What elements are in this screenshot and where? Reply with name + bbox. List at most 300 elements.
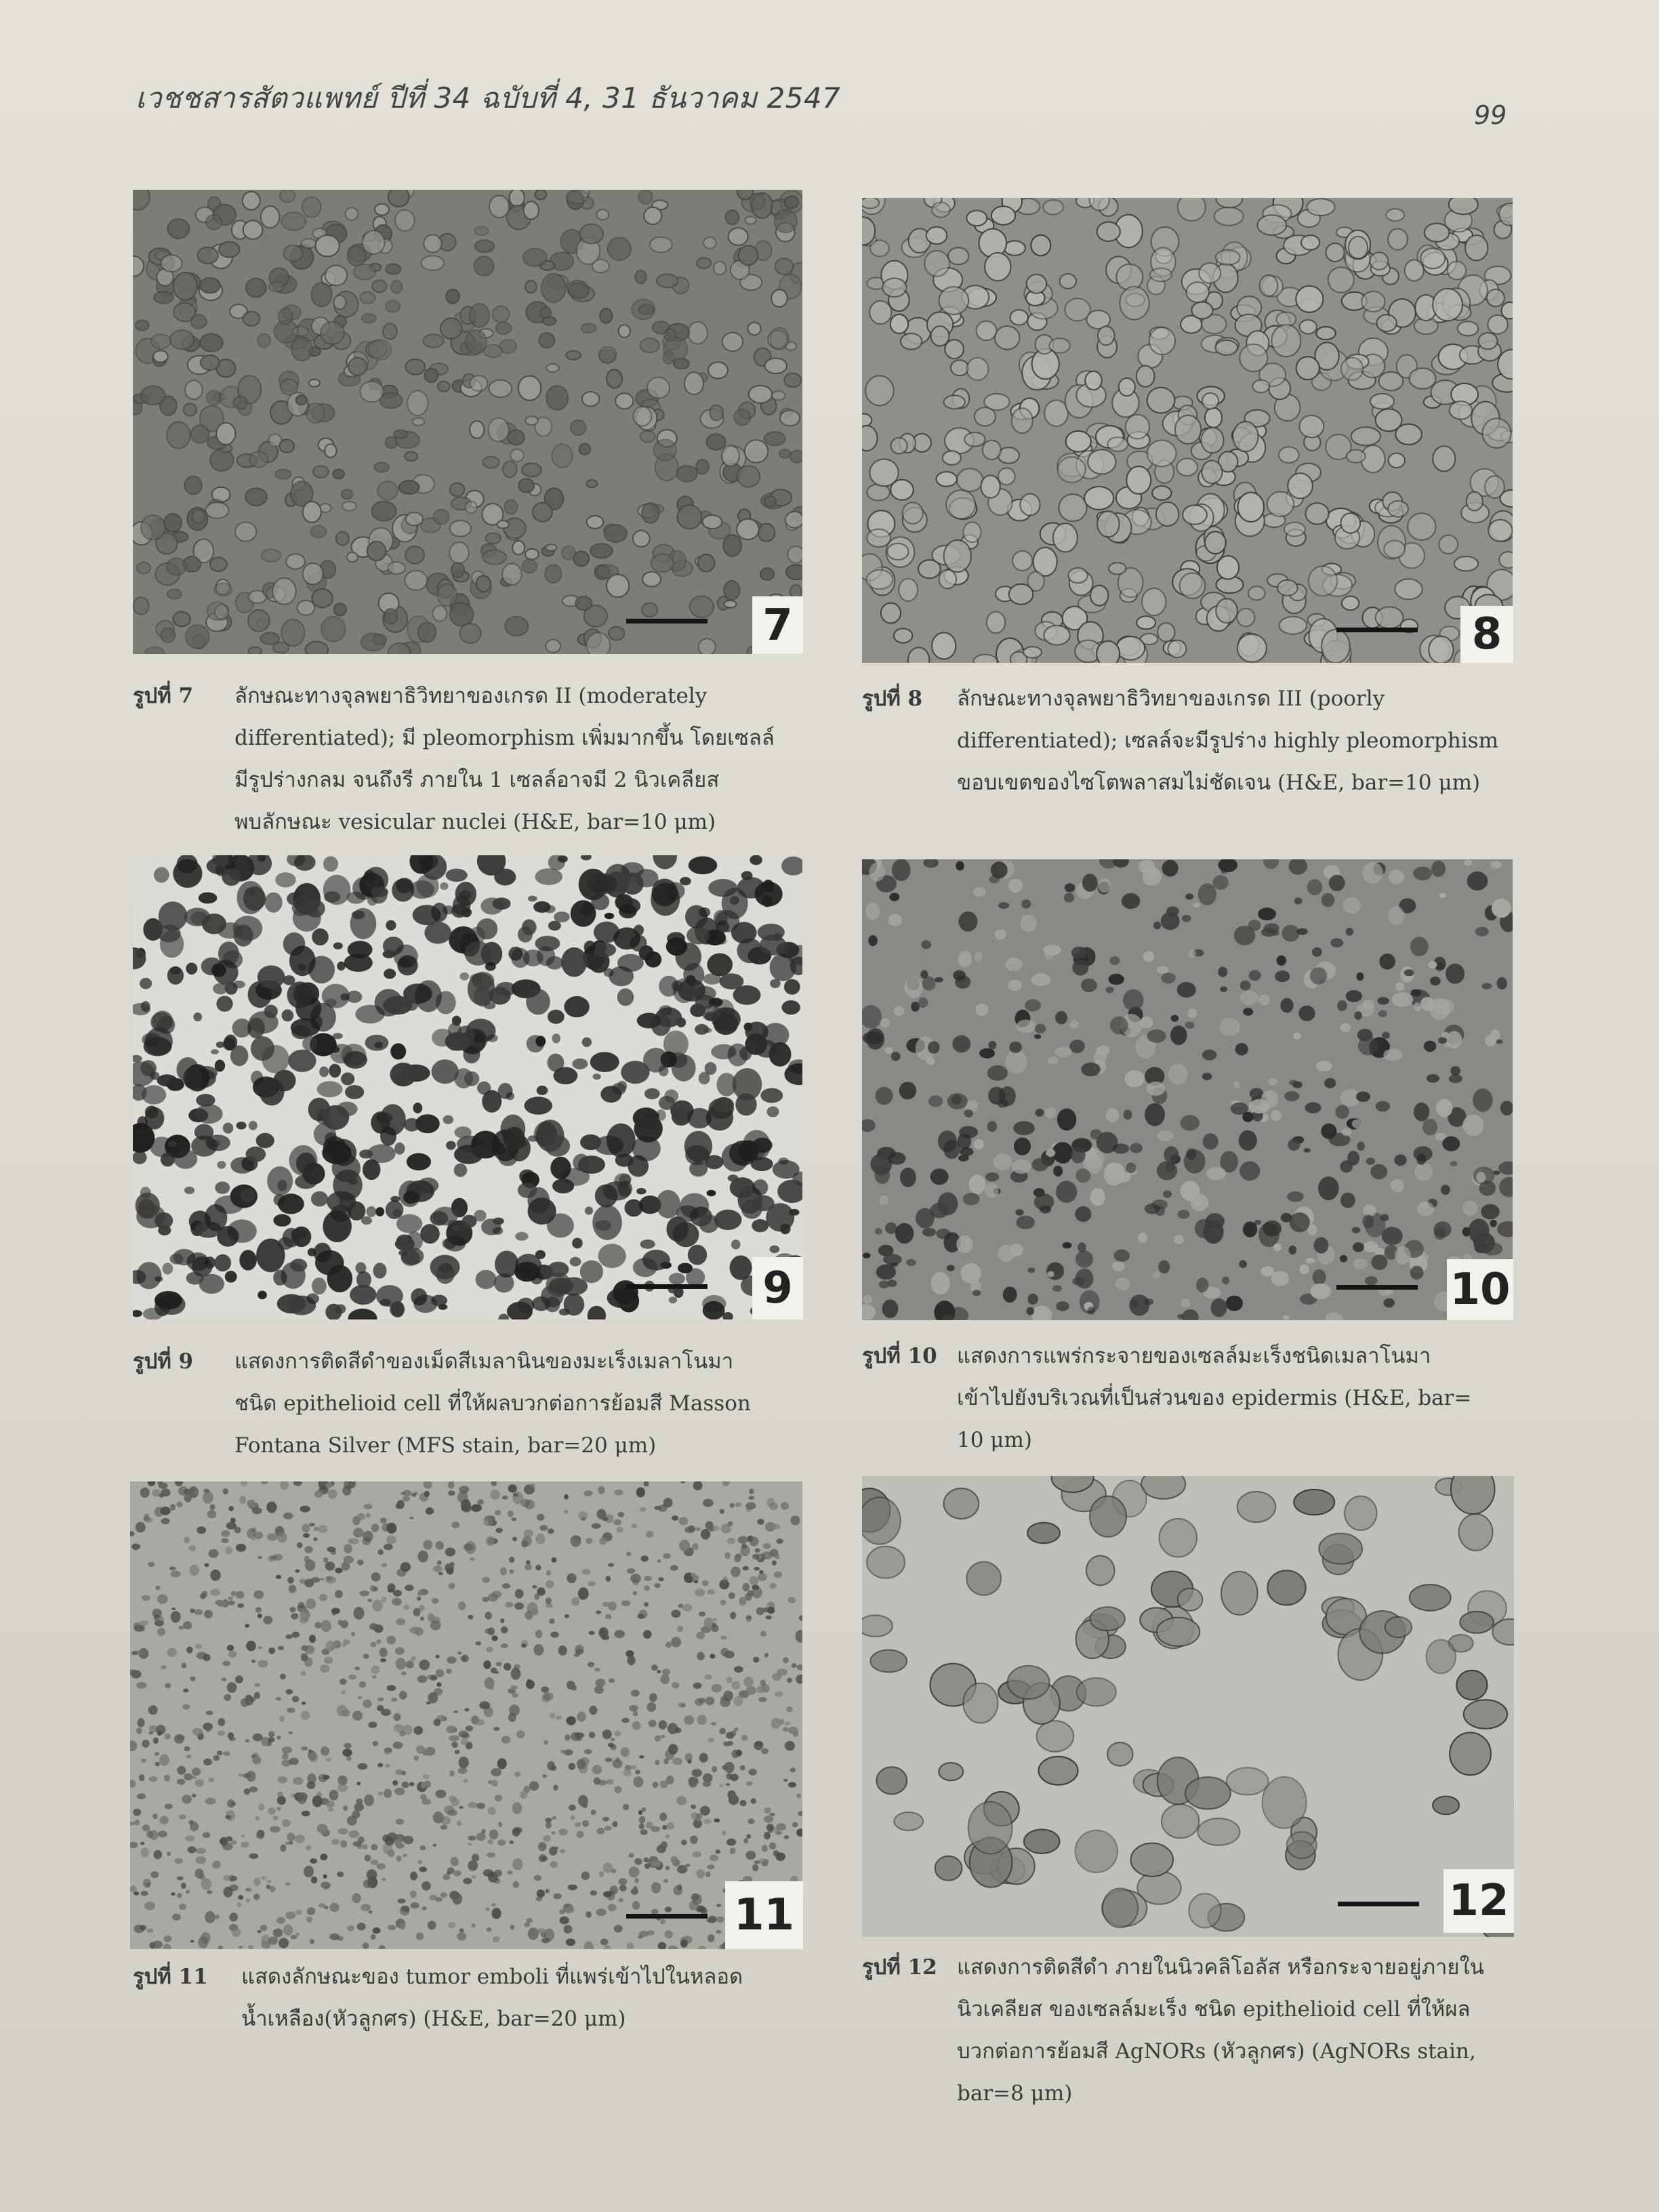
cell-blob (890, 314, 908, 333)
cell-blob (892, 859, 911, 881)
cell-blob (783, 1779, 788, 1782)
cell-blob (672, 1758, 682, 1765)
cell-blob (248, 610, 270, 632)
cell-blob (133, 1151, 147, 1164)
cell-blob (862, 414, 872, 427)
cell-blob (545, 565, 561, 583)
cell-blob (243, 312, 260, 326)
cell-blob (357, 1513, 365, 1520)
cell-blob (1027, 1294, 1038, 1305)
cell-blob (462, 1215, 476, 1228)
cell-blob (229, 1737, 236, 1741)
cell-blob (167, 422, 190, 448)
cell-blob (1109, 974, 1124, 985)
cell-blob (729, 1795, 739, 1805)
cell-blob (1242, 1112, 1253, 1122)
cell-blob (1305, 1258, 1315, 1264)
cell-blob (586, 633, 610, 655)
cell-blob (1220, 1018, 1241, 1036)
cell-blob (458, 1601, 466, 1610)
caption-line: แสดงการติดสีดำ ภายในนิวคลิโอลัส หรือกระจายอยู่ภายใน (957, 1955, 1484, 1980)
cell-blob (1448, 262, 1466, 280)
cell-blob (548, 921, 561, 931)
cell-blob (609, 966, 634, 987)
cell-blob (647, 1930, 655, 1935)
cell-blob (579, 224, 603, 244)
cell-blob (770, 328, 789, 350)
cell-blob (1071, 1147, 1086, 1164)
cell-blob (537, 1929, 546, 1934)
cell-blob (1481, 1204, 1499, 1220)
cell-blob (326, 1801, 335, 1807)
cell-blob (245, 1887, 251, 1891)
cell-blob (1410, 1266, 1424, 1280)
cell-blob (185, 1835, 194, 1841)
cell-blob (340, 1840, 347, 1847)
cell-blob (344, 1556, 354, 1564)
cell-blob (393, 1742, 403, 1749)
cell-blob (303, 563, 323, 585)
cell-blob (239, 1946, 243, 1948)
cell-blob (1097, 222, 1120, 241)
cell-blob (680, 1193, 709, 1219)
cell-blob (1056, 1181, 1077, 1203)
cell-blob (258, 1646, 262, 1649)
cell-blob (639, 1824, 644, 1830)
cell-blob (396, 878, 413, 893)
cell-blob (1395, 579, 1422, 599)
cell-blob (393, 1590, 402, 1597)
cell-blob (719, 1784, 724, 1787)
cell-blob (1271, 325, 1300, 356)
cell-blob (1217, 556, 1239, 579)
cell-blob (287, 1832, 295, 1841)
cell-blob (569, 1805, 576, 1811)
cell-blob (863, 1252, 870, 1258)
cell-blob (716, 1930, 721, 1933)
cell-blob (716, 1917, 724, 1923)
cell-blob (185, 380, 203, 399)
cell-blob (1055, 1046, 1072, 1057)
figure-11-micrograph (130, 1481, 802, 1949)
cell-blob (1157, 966, 1169, 974)
cell-blob (441, 1825, 448, 1830)
cell-blob (1016, 1216, 1035, 1229)
cell-blob (207, 1890, 213, 1894)
cell-blob (1202, 1050, 1217, 1061)
cell-blob (285, 1882, 291, 1886)
cell-blob (1436, 1099, 1453, 1117)
cell-blob (985, 253, 1010, 281)
cell-blob (204, 1563, 209, 1568)
cell-blob (594, 1668, 600, 1672)
cell-blob (703, 1301, 725, 1319)
cell-blob (411, 1493, 416, 1497)
cell-blob (388, 190, 409, 207)
cell-blob (1009, 1042, 1021, 1053)
cell-blob (320, 1578, 324, 1580)
cell-blob (160, 1507, 171, 1515)
cell-blob (171, 1611, 181, 1622)
cell-blob (159, 1482, 168, 1489)
cell-blob (1115, 1277, 1130, 1290)
cell-blob (1380, 1214, 1389, 1222)
cell-blob (364, 1795, 374, 1806)
cell-blob (785, 1721, 791, 1725)
cell-blob (671, 1856, 678, 1864)
cell-blob (393, 1209, 402, 1217)
cell-blob (493, 1727, 499, 1731)
cell-blob (1183, 505, 1207, 524)
cell-blob (575, 1645, 583, 1655)
cell-blob (1357, 1141, 1365, 1151)
cell-blob (689, 857, 718, 875)
cell-blob (183, 1621, 192, 1629)
cell-blob (443, 1115, 454, 1124)
cell-blob (663, 1758, 668, 1764)
cell-blob (707, 1190, 716, 1196)
cell-blob (689, 1777, 698, 1788)
cell-blob (1240, 981, 1251, 991)
cell-blob (344, 1051, 367, 1069)
cell-blob (1385, 1617, 1412, 1637)
cell-blob (493, 1218, 504, 1225)
cell-blob (550, 1631, 558, 1637)
cell-blob (687, 926, 710, 945)
cell-blob (668, 1723, 678, 1734)
cell-blob (755, 1549, 760, 1553)
cell-blob (186, 962, 197, 975)
cell-blob (161, 628, 175, 643)
cell-blob (367, 1206, 377, 1217)
cell-blob (968, 1802, 1012, 1854)
cell-blob (283, 1925, 293, 1936)
cell-blob (325, 1758, 332, 1762)
cell-blob (582, 392, 600, 406)
cell-blob (726, 1773, 733, 1780)
cell-blob (1279, 617, 1307, 634)
cell-blob (270, 1826, 281, 1833)
cell-blob (1404, 969, 1414, 976)
cell-blob (402, 1782, 409, 1788)
cell-blob (396, 1618, 405, 1625)
cell-blob (514, 1262, 539, 1282)
cell-blob (200, 334, 223, 352)
cell-blob (525, 416, 538, 425)
cell-blob (382, 1597, 387, 1603)
cell-blob (1294, 1490, 1334, 1515)
cell-blob (462, 1655, 469, 1662)
cell-blob (386, 1523, 396, 1534)
cell-blob (137, 1718, 144, 1727)
cell-blob (1063, 1242, 1072, 1248)
cell-blob (750, 1576, 759, 1585)
cell-blob (728, 1741, 733, 1746)
cell-blob (310, 1939, 314, 1944)
cell-blob (184, 1536, 190, 1543)
cell-blob (1329, 875, 1345, 891)
cell-blob (975, 407, 996, 426)
cell-blob (167, 1851, 171, 1856)
cell-blob (1309, 566, 1337, 596)
cell-blob (314, 1243, 331, 1263)
cell-blob (323, 1775, 330, 1780)
cell-blob (1434, 1227, 1446, 1240)
cell-blob (884, 1047, 893, 1054)
cell-blob (319, 1594, 327, 1601)
cell-blob (363, 1879, 373, 1888)
cell-blob (409, 1626, 420, 1634)
cell-blob (352, 1711, 363, 1721)
cell-blob (344, 954, 373, 972)
cell-blob (1389, 869, 1405, 884)
cell-blob (403, 1836, 414, 1845)
cell-blob (1175, 415, 1201, 444)
cell-blob (511, 1668, 521, 1680)
cell-blob (1342, 596, 1359, 610)
cell-blob (1180, 573, 1206, 599)
cell-blob (649, 1720, 657, 1727)
cell-blob (775, 209, 797, 232)
cell-blob (253, 1893, 260, 1900)
cell-blob (767, 1826, 773, 1833)
cell-blob (726, 1677, 733, 1683)
cell-blob (575, 596, 592, 610)
cell-blob (289, 1607, 295, 1612)
cell-blob (752, 1864, 758, 1872)
cell-blob (699, 1907, 706, 1912)
cell-blob (663, 1879, 668, 1883)
cell-blob (155, 1291, 182, 1309)
cell-blob (190, 1677, 196, 1681)
cell-blob (273, 642, 289, 653)
cell-blob (1162, 860, 1179, 877)
cell-blob (249, 1853, 258, 1859)
cell-blob (441, 1892, 447, 1898)
cell-blob (223, 1488, 228, 1494)
cell-blob (1090, 1496, 1126, 1537)
cell-blob (703, 1028, 712, 1033)
cell-blob (403, 1853, 407, 1857)
cell-blob (654, 1583, 660, 1588)
cell-blob (995, 929, 1006, 939)
cell-blob (1202, 461, 1222, 484)
cell-blob (1249, 970, 1261, 981)
cell-blob (492, 1908, 501, 1919)
cell-blob (1174, 1235, 1184, 1244)
cell-blob (650, 237, 672, 253)
cell-blob (569, 283, 588, 299)
cell-blob (644, 1088, 660, 1099)
cell-blob (268, 1737, 274, 1742)
cell-blob (329, 1933, 340, 1940)
cell-blob (627, 1656, 635, 1665)
micrograph-texture (130, 1481, 802, 1949)
cell-blob (382, 1563, 387, 1567)
cell-blob (1351, 427, 1380, 445)
cell-blob (391, 1698, 397, 1702)
cell-blob (743, 1677, 754, 1687)
cell-blob (1424, 1041, 1437, 1052)
cell-blob (327, 1547, 335, 1552)
cell-blob (890, 1263, 898, 1267)
cell-blob (222, 1661, 230, 1666)
cell-blob (571, 1597, 579, 1606)
cell-blob (433, 1811, 444, 1824)
cell-blob (961, 1263, 981, 1284)
cell-blob (1176, 458, 1197, 476)
cell-blob (303, 501, 321, 523)
cell-blob (619, 905, 637, 919)
cell-blob (198, 1936, 208, 1948)
cell-blob (541, 274, 566, 302)
cell-blob (493, 1227, 503, 1235)
cell-blob (446, 289, 459, 304)
cell-blob (173, 1149, 197, 1169)
cell-blob (1459, 1514, 1493, 1551)
cell-blob (476, 575, 491, 592)
cell-blob (1490, 1029, 1500, 1041)
cell-blob (275, 470, 291, 479)
micrograph-texture (133, 855, 802, 1319)
cell-blob (862, 1498, 901, 1544)
caption-line: differentiated); เซลล์จะมีรูปร่าง highly pleomorphism (957, 729, 1499, 753)
cell-blob (592, 943, 617, 957)
cell-blob (951, 360, 968, 375)
cell-blob (904, 977, 922, 998)
cell-blob (699, 1612, 705, 1616)
cell-blob (523, 249, 547, 266)
cell-blob (177, 1893, 182, 1898)
cell-blob (668, 1744, 678, 1755)
cell-blob (1405, 260, 1424, 281)
cell-blob (1040, 1206, 1051, 1213)
cell-blob (1123, 989, 1143, 1011)
cell-blob (539, 333, 554, 348)
cell-blob (797, 1793, 801, 1798)
cell-blob (590, 1052, 619, 1072)
cell-blob (475, 1641, 481, 1645)
cell-blob (1181, 1115, 1200, 1130)
cell-blob (1384, 1298, 1395, 1308)
cell-blob (608, 1743, 614, 1747)
cell-blob (306, 1599, 316, 1610)
cell-blob (186, 625, 209, 648)
cell-blob (590, 544, 613, 558)
cell-blob (1322, 630, 1350, 663)
cell-blob (392, 1780, 398, 1786)
cell-blob (1189, 949, 1196, 958)
cell-blob (584, 1490, 593, 1496)
cell-blob (644, 1858, 649, 1862)
cell-blob (136, 1727, 142, 1734)
cell-blob (177, 1877, 184, 1881)
cell-blob (424, 922, 451, 944)
cell-blob (1389, 453, 1405, 468)
cell-blob (1158, 1261, 1170, 1274)
cell-blob (696, 459, 709, 474)
cell-blob (745, 1502, 756, 1510)
cell-blob (629, 1705, 638, 1712)
cell-blob (329, 1903, 339, 1912)
cell-blob (450, 483, 465, 497)
cell-blob (306, 1845, 311, 1851)
cell-blob (201, 1879, 212, 1890)
cell-blob (302, 1702, 306, 1705)
cell-blob (509, 1557, 514, 1563)
cell-blob (761, 1748, 769, 1755)
cell-blob (1316, 327, 1336, 340)
cell-blob (640, 431, 655, 443)
cell-blob (386, 264, 401, 274)
cell-blob (1388, 229, 1408, 250)
cell-blob (281, 380, 298, 395)
cell-blob (516, 1730, 525, 1738)
cell-blob (447, 1809, 457, 1816)
cell-blob (618, 1898, 623, 1902)
cell-blob (236, 1591, 245, 1599)
cell-blob (652, 879, 678, 907)
cell-blob (714, 262, 726, 274)
caption-line: ลักษณะทางจุลพยาธิวิทยาของเกรด III (poorly (957, 687, 1385, 711)
cell-blob (338, 1828, 348, 1835)
cell-blob (182, 1662, 187, 1668)
cell-blob (432, 1207, 458, 1226)
cell-blob (476, 1803, 485, 1809)
cell-blob (403, 1191, 419, 1204)
cell-blob (210, 1504, 216, 1510)
cell-blob (213, 1755, 220, 1761)
cell-blob (416, 1933, 424, 1940)
cell-blob (281, 619, 304, 646)
cell-blob (268, 1732, 274, 1738)
cell-blob (598, 1627, 608, 1638)
cell-blob (195, 1644, 202, 1649)
cell-blob (466, 501, 477, 513)
cell-blob (1427, 1074, 1439, 1083)
cell-blob (206, 1729, 210, 1732)
cell-blob (352, 910, 365, 919)
cell-blob (766, 1107, 779, 1118)
cell-blob (246, 1147, 266, 1162)
cell-blob (613, 1519, 621, 1525)
cell-blob (194, 1124, 213, 1141)
cell-blob (360, 1591, 369, 1597)
cell-blob (656, 1190, 680, 1218)
cell-blob (1098, 878, 1111, 893)
cell-blob (468, 1836, 476, 1841)
cell-blob (643, 1630, 652, 1639)
cell-blob (1130, 1300, 1138, 1307)
cell-blob (380, 1658, 386, 1662)
cell-blob (528, 1197, 556, 1225)
cell-blob (1268, 1078, 1277, 1086)
cell-blob (588, 1581, 596, 1586)
cell-blob (1160, 1519, 1197, 1557)
cell-blob (628, 1569, 634, 1574)
cell-blob (712, 1684, 722, 1693)
cell-blob (721, 1523, 731, 1534)
cell-blob (785, 512, 802, 528)
cell-blob (161, 255, 182, 272)
cell-blob (228, 1651, 237, 1658)
cell-blob (409, 1517, 413, 1519)
cell-blob (944, 1488, 979, 1519)
cell-blob (369, 1623, 378, 1630)
cell-blob (546, 956, 564, 970)
cell-blob (361, 1904, 371, 1912)
cell-blob (1347, 450, 1366, 463)
